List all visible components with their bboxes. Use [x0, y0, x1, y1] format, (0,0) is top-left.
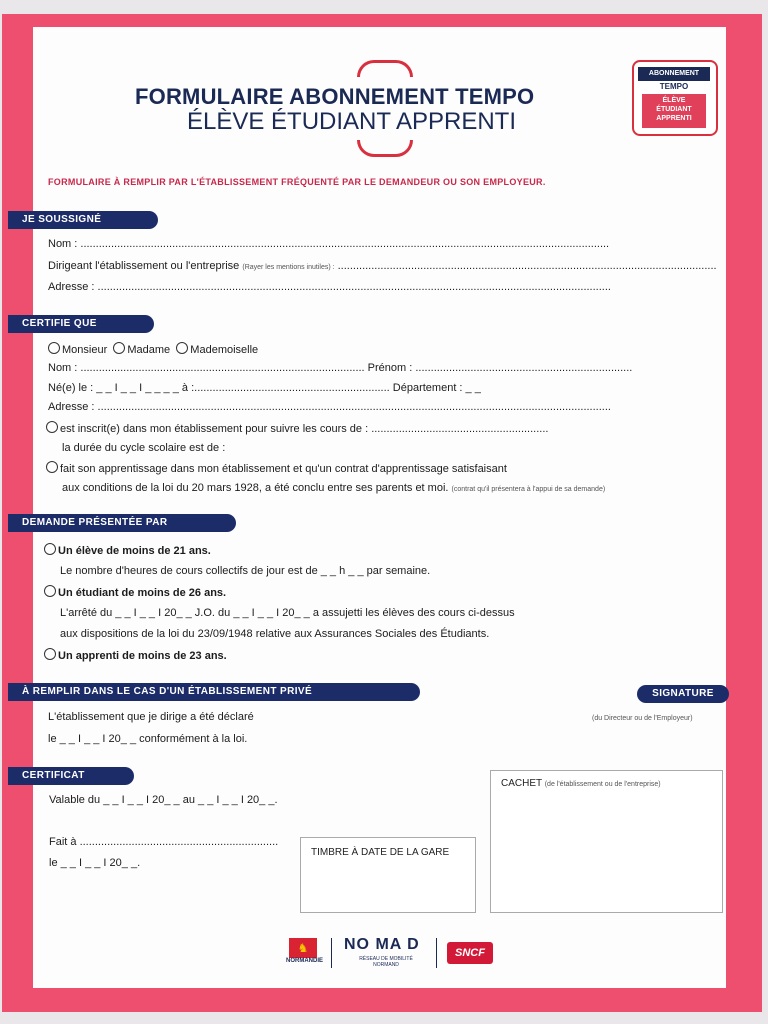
label-mademoiselle: Mademoiselle: [190, 344, 259, 356]
cachet-box[interactable]: [490, 770, 723, 913]
title-arc-bottom: [357, 140, 413, 157]
certifie-nom-prenom-field[interactable]: Nom : ............................................................................................. Prénom : .......................................................................: [48, 362, 633, 374]
nomad-tagline: RÉSEAU DE MOBILITÉ NORMAND: [359, 956, 413, 968]
certifie-adresse-field[interactable]: Adresse : ........................................................................................................................................................................: [48, 401, 611, 413]
option-apprentissage: [46, 461, 507, 475]
certificat-validite-field[interactable]: Valable du _ _ I _ _ I 20_ _ au _ _ I _ _ I 20_ _.: [49, 794, 278, 806]
option-etudiant: [44, 585, 226, 599]
soussigne-nom-field[interactable]: Nom : .............................................................................................................................................................................: [48, 238, 610, 250]
heures-cours-field[interactable]: Le nombre d'heures de cours collectifs de jour est de _ _ h _ _ par semaine.: [60, 565, 431, 577]
prive-declare: L'établissement que je dirige a été déclaré: [48, 711, 254, 723]
badge-categories: [642, 94, 706, 128]
radio-eleve[interactable]: [44, 543, 56, 555]
section-demande-presentee-par: DEMANDE PRÉSENTÉE PAR: [8, 514, 236, 532]
nomad-logo: NO MA D: [344, 936, 420, 953]
etudiant-text: Un étudiant de moins de 26 ans.: [58, 587, 227, 599]
certifie-naissance-field[interactable]: Né(e) le : _ _ I _ _ I _ _ _ _ à :................................................................ Département : _ _: [48, 382, 481, 394]
region-normandie-logo: [286, 938, 323, 968]
label-madame: Madame: [127, 344, 171, 356]
label-monsieur: Monsieur: [62, 344, 108, 356]
option-apprenti: [44, 648, 227, 662]
dirigeant-note: (Rayer les mentions inutiles) :: [242, 264, 335, 271]
certificat-date-field[interactable]: le _ _ I _ _ I 20_ _.: [49, 857, 141, 869]
certificat-fait-a-field[interactable]: Fait à .................................................................: [49, 836, 279, 848]
apprentissage-text: fait son apprentissage dans mon établissement et qu'un contrat d'apprentissage satisfaisant: [60, 463, 507, 475]
form-title: FORMULAIRE ABONNEMENT TEMPO: [135, 84, 535, 109]
cachet-label: [501, 778, 661, 789]
prive-date-field[interactable]: le _ _ I _ _ I 20_ _ conformément à la loi.: [48, 733, 248, 745]
section-je-soussigne: JE SOUSSIGNÉ: [8, 211, 158, 229]
cachet-title: CACHET: [501, 778, 542, 789]
arrete-field[interactable]: L'arrêté du _ _ I _ _ I 20_ _ J.O. du _ _ I _ _ I 20_ _ a assujetti les élèves des cours ci-dessus: [60, 607, 515, 619]
badge-eleve: ÉLÈVE: [662, 97, 686, 104]
section-etablissement-prive: À REMPLIR DANS LE CAS D'UN ÉTABLISSEMENT PRIVÉ: [8, 683, 420, 701]
radio-madame[interactable]: [113, 342, 125, 354]
soussigne-adresse-field[interactable]: Adresse : ........................................................................................................................................................................: [48, 281, 611, 293]
option-inscrit: [46, 421, 548, 435]
inscrit-text: est inscrit(e) dans mon établissement pour suivre les cours de : ..........................................................: [60, 423, 549, 435]
region-label: NORMANDIE: [286, 958, 323, 964]
title-arc-top: [357, 60, 413, 77]
option-eleve: [44, 543, 211, 557]
section-signature: SIGNATURE: [637, 685, 729, 703]
section-certificat: CERTIFICAT: [8, 767, 134, 785]
badge-tempo: TEMPO: [659, 82, 689, 91]
form-subtitle-title: ÉLÈVE ÉTUDIANT APPRENTI: [187, 108, 516, 135]
instructions: FORMULAIRE À REMPLIR PAR L'ÉTABLISSEMENT FRÉQUENTÉ PAR LE DEMANDEUR OU SON EMPLOYEUR.: [48, 177, 546, 187]
soussigne-dirigeant-field[interactable]: [48, 260, 717, 272]
conditions-text: aux conditions de la loi du 20 mars 1928, a été conclu entre ses parents et moi.: [62, 482, 449, 494]
cachet-note: (de l'établissement ou de l'entreprise): [544, 781, 661, 788]
dirigeant-dots: ............................................................................................................................: [337, 260, 717, 272]
eleve-text: Un élève de moins de 21 ans.: [58, 545, 211, 557]
conditions-note: (contrat qu'il présentera à l'appui de sa demande): [451, 486, 606, 493]
sncf-logo: SNCF: [447, 942, 493, 964]
badge-abonnement: ABONNEMENT: [638, 67, 710, 81]
tempo-badge: [632, 60, 718, 136]
radio-monsieur[interactable]: [48, 342, 60, 354]
radio-apprentissage[interactable]: [46, 461, 58, 473]
section-certifie-que: CERTIFIE QUE: [8, 315, 154, 333]
signature-note: (du Directeur ou de l'Employeur): [592, 715, 693, 722]
conditions-loi: [62, 482, 605, 494]
radio-apprenti[interactable]: [44, 648, 56, 660]
dispositions-loi: aux dispositions de la loi du 23/09/1948 relative aux Assurances Sociales des Étudiants.: [60, 628, 490, 640]
civility-options: [48, 342, 258, 356]
timbre-box[interactable]: [300, 837, 476, 913]
apprenti-text: Un apprenti de moins de 23 ans.: [58, 650, 227, 662]
normandie-flag-icon: ♞: [289, 938, 317, 958]
radio-etudiant[interactable]: [44, 585, 56, 597]
duree-cycle: la durée du cycle scolaire est de :: [62, 442, 226, 454]
logo-divider: [331, 938, 332, 968]
radio-inscrit[interactable]: [46, 421, 58, 433]
logo-divider-2: [436, 938, 437, 968]
timbre-label: TIMBRE À DATE DE LA GARE: [311, 847, 450, 858]
badge-etudiant: ÉTUDIANT: [656, 106, 692, 113]
dirigeant-label: Dirigeant l'établissement ou l'entreprise: [48, 260, 240, 272]
radio-mademoiselle[interactable]: [176, 342, 188, 354]
badge-apprenti: APPRENTI: [656, 115, 692, 122]
